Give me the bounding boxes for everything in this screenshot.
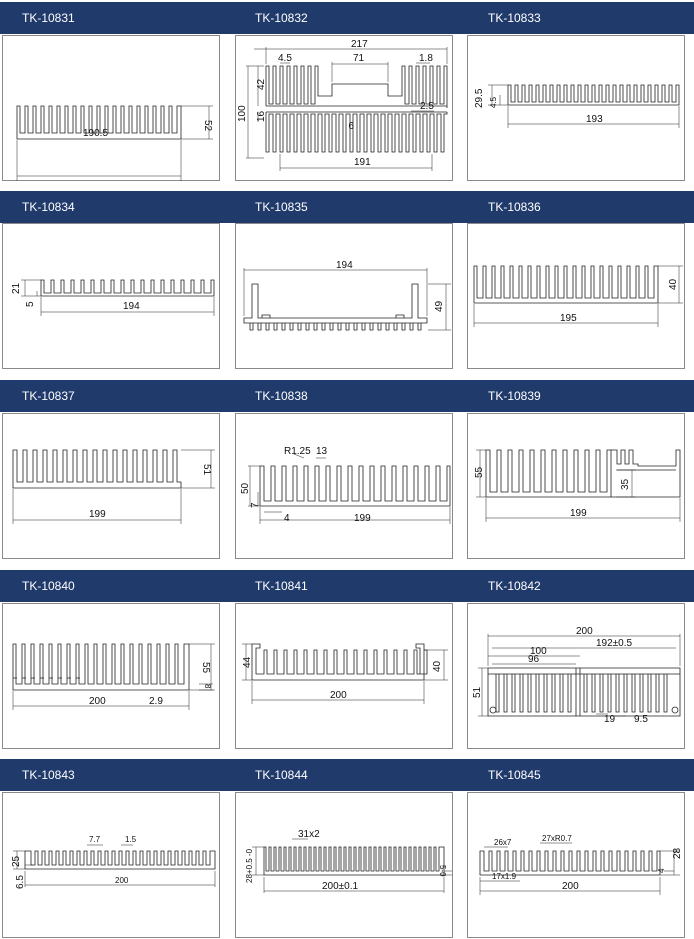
dimension-label: 55 [200,662,211,674]
dimension-label: 4.5 [489,96,498,108]
heatsink-profile-drawing [468,224,686,370]
dimension-label: 193 [586,114,603,125]
dimension-label: 191 [354,157,371,168]
model-label: TK-10834 [22,200,75,214]
profile-outline [25,851,215,869]
dimension-label: 16 [256,110,267,122]
dimension-label: 7 [250,502,261,508]
heatsink-profile-drawing [468,36,686,182]
dimension-label: 52 [202,120,213,132]
dimension-label: 4.5 [278,53,292,64]
row-header-4 [0,570,694,602]
dimension-label: 35 [620,478,631,490]
profile-outline [260,466,450,506]
profile-outline [244,284,427,330]
drawing-panel-tk10839 [467,413,685,559]
heatsink-profile-drawing [3,224,221,370]
heatsink-profile-drawing [3,604,221,750]
profile-outline [252,644,427,680]
dimension-lines [474,266,683,327]
heatsink-profile-drawing [3,414,221,560]
profile-outline [474,266,658,303]
dimension-label: 199 [570,508,587,519]
dimension-label: 27xR0.7 [542,834,572,843]
heatsink-profile-drawing [236,793,454,939]
dimension-label: 50 [240,482,251,494]
dimension-label: R1.25 [284,446,311,457]
drawing-panel-tk10831 [2,35,220,181]
dimension-label: 4 [657,868,666,873]
drawing-panel-tk10843 [2,792,220,938]
dimension-lines [488,85,679,128]
dimension-label: 96 [528,654,540,665]
dimension-label: 13 [316,446,328,457]
dimension-label: 9.5 [634,714,648,725]
model-label: TK-10843 [22,768,75,782]
model-label: TK-10833 [488,11,541,25]
model-label: TK-10835 [255,200,308,214]
dimension-label: 4 [284,513,290,524]
dimension-label: 44 [242,656,253,668]
row-header-3 [0,380,694,412]
dimension-label: 200 [330,690,347,701]
dimension-label: 21 [11,282,22,294]
dimension-label: 200 [115,876,129,885]
dimension-label: 28+0.5 -0 [245,848,254,883]
dimension-label: 194 [123,301,140,312]
drawing-panel-tk10836 [467,223,685,369]
dimension-label: 25 [11,855,22,867]
model-label: TK-10845 [488,768,541,782]
dimension-label: 199 [354,513,371,524]
row-header-5 [0,759,694,791]
drawing-panel-tk10840 [2,603,220,749]
dimension-label: 200 [576,626,593,637]
drawing-panel-tk10832 [235,35,453,181]
dimension-label: 1.8 [419,53,433,64]
heatsink-profile-drawing [468,414,686,560]
dimension-label: 9 [348,119,354,130]
model-label: TK-10837 [22,389,75,403]
dimension-label: 71 [353,53,365,64]
dimension-lines [244,268,451,330]
dimension-label: 200±0.1 [322,881,359,892]
dimension-lines [478,634,680,716]
drawing-panel-tk10838 [235,413,453,559]
dimension-label: 200 [562,881,579,892]
heatsink-profile-drawing [468,604,686,750]
drawing-panel-tk10842 [467,603,685,749]
profile-outline [13,450,181,488]
dimension-lines [21,280,214,316]
profile-outline [508,85,679,105]
dimension-label: 51 [201,464,212,476]
dimension-label: 29.5 [474,88,485,108]
dimension-label: 199 [89,509,106,520]
profile-outline [488,668,680,716]
dimension-label: 17x1.9 [492,872,517,881]
dimension-label: 190.5 [83,128,109,139]
dimension-label: 195 [560,313,577,324]
model-label: TK-10836 [488,200,541,214]
row-header-2 [0,191,694,223]
dimension-lines [17,106,213,181]
dimension-label: 100 [237,105,248,122]
model-label: TK-10841 [255,579,308,593]
dimension-label: 26x7 [494,838,512,847]
dimension-label: 55 [474,466,485,478]
dimension-label: 42 [256,78,267,90]
drawing-panel-tk10844 [235,792,453,938]
heatsink-profile-drawing [236,414,454,560]
dimension-label: 49 [434,300,445,312]
dimension-label: 5-0 [438,865,447,877]
model-label: TK-10832 [255,11,308,25]
dimension-label: 194 [336,260,353,271]
dimension-label: 19 [604,714,616,725]
dimension-label: 2.9 [149,696,163,707]
dimension-label: 28 [672,847,683,859]
dimension-label: 31x2 [298,829,320,840]
heatsink-profile-drawing [236,604,454,750]
drawing-panel-tk10841 [235,603,453,749]
drawing-panel-tk10837 [2,413,220,559]
dimension-label: 217 [351,39,368,50]
profile-outline [41,280,214,296]
dimension-label: 100 [530,646,547,657]
dimension-label: 1.5 [125,835,137,844]
model-label: TK-10839 [488,389,541,403]
model-label: TK-10831 [22,11,75,25]
dimension-lines [248,454,450,524]
drawing-panel-tk10833 [467,35,685,181]
model-label: TK-10840 [22,579,75,593]
dimension-label: 192±0.5 [596,638,633,649]
heatsink-profile-drawing [3,793,221,939]
model-label: TK-10838 [255,389,308,403]
profile-outline [13,644,189,690]
dimension-label: 200 [89,696,106,707]
dimension-label: 40 [668,278,679,290]
heatsink-profile-drawing [3,36,221,182]
dimension-label: 5 [25,301,36,307]
row-header-1 [0,2,694,34]
drawing-panel-tk10834 [2,223,220,369]
heatsink-profile-drawing [236,224,454,370]
drawing-panel-tk10835 [235,223,453,369]
dimension-label: 6.5 [15,875,26,889]
dimension-label: 2.5 [420,101,434,112]
dimension-label: 8 [203,684,212,689]
drawing-panel-tk10845 [467,792,685,938]
model-label: TK-10844 [255,768,308,782]
heatsink-profile-drawing [236,36,454,182]
model-label: TK-10842 [488,579,541,593]
profile-outline [486,450,680,497]
profile-outline [264,847,444,875]
heatsink-profile-drawing [468,793,686,939]
dimension-label: 51 [472,686,483,698]
dimension-label: 40 [432,660,443,672]
dimension-label: 7.7 [89,835,101,844]
